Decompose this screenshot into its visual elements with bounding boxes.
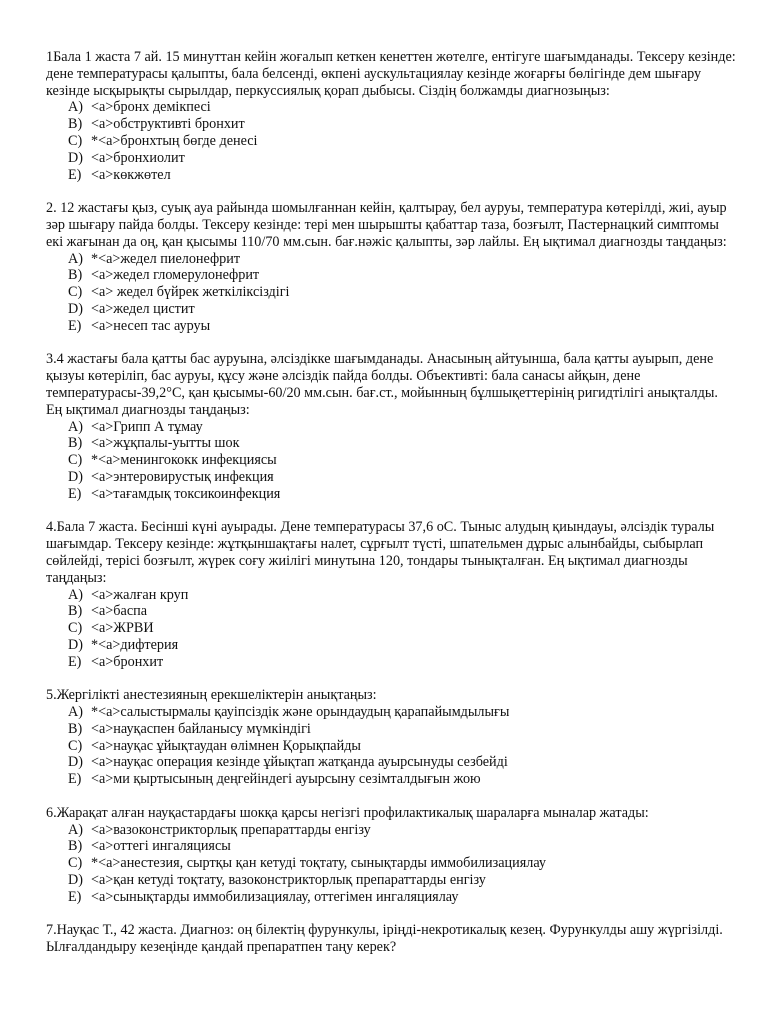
option-letter: A) — [68, 250, 83, 267]
option-letter: D) — [68, 754, 83, 771]
answer-option — [46, 721, 736, 738]
option-text: *<a>бронхтың бөгде денесі — [91, 132, 258, 149]
answer-option — [46, 251, 736, 268]
option-text: *<a>дифтерия — [91, 636, 179, 653]
option-letter: D) — [68, 149, 83, 166]
option-text: <a>көкжөтел — [91, 166, 171, 183]
answer-option — [46, 150, 736, 167]
answer-option — [46, 620, 736, 637]
option-letter: A) — [68, 418, 83, 435]
answer-option — [46, 469, 736, 486]
option-letter: E) — [68, 485, 82, 502]
answer-option — [46, 603, 736, 620]
option-text: <a>оттегі ингаляциясы — [91, 838, 231, 855]
option-letter: B) — [68, 720, 83, 737]
answer-option — [46, 435, 736, 452]
option-letter: E) — [68, 888, 82, 905]
option-letter: A) — [68, 99, 83, 116]
answer-option — [46, 284, 736, 301]
answer-option — [46, 754, 736, 771]
option-letter: D) — [68, 872, 83, 889]
question-stem: 4.Бала 7 жаста. Бесінші күні ауырады. Дене температурасы 37,6 оС. Тыныс алудың қиындауы, әлсіздік туралы шағымдар. Тексеру кезінде: жұтқыншақтағы налет, сұрғылт түсті, шпательмен дұрыс алынбайды, сыбырлап сөйлейді, терісі бозғылт, жүрек соғу жиілігі минутына 120, тондары тынықталған. Ең ықтимал диагнозды таңдаңыз: — [46, 519, 715, 586]
answer-option — [46, 889, 736, 906]
option-letter: C) — [68, 620, 83, 637]
answer-option — [46, 99, 736, 116]
answer-option — [46, 486, 736, 503]
option-letter: E) — [68, 653, 82, 670]
answer-option — [46, 301, 736, 318]
option-text: <a>Грипп А тұмау — [91, 418, 203, 435]
option-letter: A) — [68, 821, 83, 838]
question-5 — [46, 687, 736, 788]
answer-option — [46, 872, 736, 889]
option-letter: C) — [68, 855, 83, 872]
option-text: *<a>анестезия, сыртқы қан кетуді тоқтату, сынықтарды иммобилизациялау — [91, 855, 547, 872]
question-stem: 7.Науқас Т., 42 жаста. Диагноз: оң білектің фурункулы, іріңді-некротикалық кезең. Фурункулды ашу жүргізілді. Ылғалдандыру кезеңінде қандай препаратпен таңу керек? — [46, 922, 723, 956]
question-2 — [46, 200, 736, 334]
option-text: <a>жалған круп — [91, 586, 189, 603]
answer-option — [46, 838, 736, 855]
option-text: <a> жедел бүйрек жеткіліксіздігі — [91, 284, 290, 301]
question-stem: 3.4 жастағы бала қатты бас ауруына, әлсіздікке шағымданады. Анасының айтуынша, бала қатты ауырып, дене қызуы көтеріліп, бас ауруы, құсу және әлсіздік пайда болды. Объективті: бала санасы айқын, дене температурасы-39,2°С, қан қысымы-60/20 мм.сын. бағ.ст., мойынның бұлшықеттерінің ригидтілігі анықталды. Ең ықтимал диагнозды таңдаңыз: — [46, 351, 718, 418]
option-text: <a>бронхит — [91, 653, 164, 670]
option-text: <a>жұқпалы-уытты шок — [91, 435, 240, 452]
option-letter: D) — [68, 636, 83, 653]
question-7 — [46, 922, 736, 956]
option-letter: E) — [68, 771, 82, 788]
answer-option — [46, 318, 736, 335]
question-stem: 1Бала 1 жаста 7 ай. 15 минуттан кейін жоғалып кеткен кенеттен жөтелге, ентігуге шағымданады. Тексеру кезінде: дене температурасы қалыпты, бала белсенді, өкпені аускультациялау кезінде жоғарғы бөлігінде дем шығару кезінде ысқырықты сырылдар, перкуссиялық қорап дыбысы. Сіздің болжамды диагнозыңыз: — [46, 49, 736, 99]
answer-option — [46, 654, 736, 671]
option-text: <a>науқас операция кезінде ұйықтап жатқанда ауырсынуды сезбейді — [91, 754, 508, 771]
answer-option — [46, 167, 736, 184]
option-text: <a>бронхиолит — [91, 149, 185, 166]
option-text: <a>тағамдық токсикоинфекция — [91, 485, 281, 502]
option-letter: D) — [68, 468, 83, 485]
option-text: <a>бронх демікпесі — [91, 99, 211, 116]
option-letter: C) — [68, 132, 83, 149]
option-text: *<a>менингококк инфекциясы — [91, 452, 277, 469]
answer-option — [46, 452, 736, 469]
answer-option — [46, 267, 736, 284]
question-3 — [46, 351, 736, 502]
option-text: <a>ЖРВИ — [91, 620, 154, 637]
answer-option — [46, 704, 736, 721]
answer-option — [46, 771, 736, 788]
option-letter: E) — [68, 317, 82, 334]
option-letter: B) — [68, 435, 83, 452]
option-text: <a>баспа — [91, 603, 148, 620]
option-text: <a>вазоконстрикторлық препараттарды енгізу — [91, 821, 371, 838]
document-page — [46, 49, 736, 973]
question-1 — [46, 49, 736, 183]
question-stem: 5.Жергілікті анестезияның ерекшеліктерін анықтаңыз: — [46, 687, 377, 704]
option-letter: B) — [68, 603, 83, 620]
option-letter: B) — [68, 267, 83, 284]
option-text: <a>энтеровирустық инфекция — [91, 468, 274, 485]
question-4 — [46, 519, 736, 670]
option-letter: C) — [68, 284, 83, 301]
option-text: <a>жедел гломерулонефрит — [91, 267, 260, 284]
option-letter: A) — [68, 704, 83, 721]
answer-option — [46, 637, 736, 654]
option-text: *<a>жедел пиелонефрит — [91, 250, 241, 267]
answer-option — [46, 133, 736, 150]
option-text: <a>сынықтарды иммобилизациялау, оттегімен ингаляциялау — [91, 888, 459, 905]
question-stem: 6.Жарақат алған науқастардағы шокқа қарсы негізгі профилактикалық шараларға мыналар жатады: — [46, 804, 649, 821]
option-text: <a>науқас ұйықтаудан өлімнен Қорықпайды — [91, 737, 361, 754]
option-text: <a>науқаспен байланысу мүмкіндігі — [91, 720, 311, 737]
answer-option — [46, 587, 736, 604]
option-letter: C) — [68, 737, 83, 754]
option-text: <a>обструктивті бронхит — [91, 116, 245, 133]
option-text: <a>ми қыртысының деңгейіндегі ауырсыну сезімталдығын жою — [91, 771, 481, 788]
answer-option — [46, 419, 736, 436]
answer-option — [46, 855, 736, 872]
option-letter: B) — [68, 116, 83, 133]
option-letter: B) — [68, 838, 83, 855]
answer-option — [46, 116, 736, 133]
option-letter: D) — [68, 300, 83, 317]
option-text: <a>жедел цистит — [91, 300, 195, 317]
question-stem: 2. 12 жастағы қыз, суық ауа райында шомылғаннан кейін, қалтырау, бел ауруы, температура көтерілді, жиі, ауыр зәр шығару пайда болды. Тексеру кезінде: тері мен шырышты қабаттар таза, бозғылт, Пастернацкий симптомы екі жағынан да оң, қан қысымы 110/70 мм.сын. бағ.нәжіс қалыпты, зәр лайлы. Ең ықтимал диагнозды таңдаңыз: — [46, 200, 727, 250]
answer-option — [46, 738, 736, 755]
question-6 — [46, 805, 736, 906]
option-text: <a>қан кетуді тоқтату, вазоконстрикторлық препараттарды енгізу — [91, 872, 486, 889]
option-text: <a>несеп тас ауруы — [91, 317, 211, 334]
answer-option — [46, 822, 736, 839]
option-text: *<a>салыстырмалы қауіпсіздік және орындаудың қарапайымдылығы — [91, 704, 510, 721]
option-letter: A) — [68, 586, 83, 603]
option-letter: E) — [68, 166, 82, 183]
option-letter: C) — [68, 452, 83, 469]
